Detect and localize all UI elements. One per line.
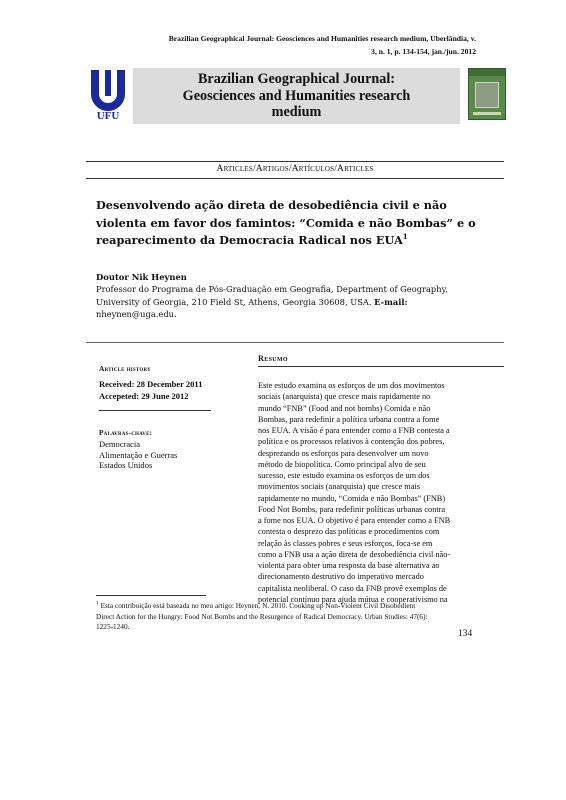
accepted-date: Accepeted: 29 June 2012 [99,390,189,401]
keywords-list [99,439,177,471]
resumo-line: a fome nos EUA. O objetivo é para entender como a FNB [258,516,451,525]
history-rule [99,410,211,411]
footnote-line1: Esta contribuição está baseada no meu artigo: Heynen, N. 2010. Cooking up Non-Violent Civil Disobedient [100,601,416,610]
resumo-line: direcionamento destrutivo do imperativo mercado [258,572,424,582]
resumo-line: Este estudo examina os esforços de um dos movimentos [258,381,445,390]
resumo-rule [258,366,504,367]
resumo-line: Bombas, para redefinir a política urbana contra a fome [258,414,440,424]
resumo-line: relação às classes pobres e seus esforços, foca-se em [258,538,433,548]
journal-masthead [133,68,460,124]
resumo-line: desprezando os esforços para desenvolver um novo [258,448,429,458]
resumo-line: sociais (anarquista) que cresce mais rapidamente no [258,392,431,402]
keyword-item: Estados Unidos [99,460,153,470]
resumo-line: método de biopolítica. Como principal alvo de seu [258,459,426,469]
resumo-line: movimentos sociais (anarquista) que cresce mais [258,482,420,492]
footnote-mark: 1 [96,600,99,607]
title-line1: Desenvolvendo ação direta de desobediência civil e não [96,198,447,212]
resumo-line: capitalista neoliberal. O caso da FNB provê exemplos de [258,583,447,593]
page-number: 134 [458,629,473,639]
resumo-text [258,380,504,605]
section-rule-bottom [86,178,504,179]
ufu-logo-text: UFU [96,110,120,122]
resumo-line: rapidamente no mundo, “Comida e não Bombas” (FNB) [258,493,446,503]
keywords-label: Palavras-chave: [99,428,153,437]
article-title [96,197,498,250]
masthead-line1: Brazilian Geographical Journal: [197,71,396,88]
keyword-item: Alimentação e Guerras [99,449,178,460]
affiliation-line2: University of Georgia, 210 Field St, Athens, Georgia 30608, USA. [96,296,372,307]
author-name: Doutor Nik Heynen [96,272,187,282]
masthead-line3: medium [271,104,322,121]
section-label: Articles/Artigos/Artículos/Articles [216,164,374,174]
running-head [96,32,476,58]
resumo-line: mundo “FNB” (Food and not bombs) Comida e não [258,403,431,413]
resumo-line: violenta para obter uma resposta da base alternativa ao [258,561,440,570]
resumo-line: nos EUA. A visão é para entender como a FNB contesta a [258,426,450,435]
journal-cover-thumbnail [468,68,506,120]
masthead-line2: Geosciences and Humanities research [182,87,411,104]
title-line3: reaparecimento da Democracia Radical nos EUA [96,233,403,247]
resumo-line: contesta o desprezo das políticas e procedimentos com [258,527,440,537]
title-line2: violenta em favor dos famintos: “Comida e não Bombas” e o [96,215,476,230]
article-history-label: Article history [99,364,151,373]
footnote-line2: Direct Action for the Hungry: Food Not Bombs and the Resurgence of Radical Democracy. Urban Studies: 47(6): [96,611,428,621]
title-footnote-mark[interactable]: 1 [402,232,408,242]
footnote-rule [96,595,206,596]
running-head-line1: Brazilian Geographical Journal: Geosciences and Humanities research medium, Uberlândia, v. [168,34,476,43]
footnote-line3: 1225-1240. [96,622,130,631]
email-label: E-mail: [374,296,408,307]
article-history [99,379,202,402]
affiliation-line1: Professor do Programa de Pós-Graduação em Geografia, Department of Geography, [96,284,448,294]
resumo-line: política e os processos relativos à contenção dos pobres, [258,437,445,447]
author-affiliation [96,283,498,321]
resumo-line: Food Not Bombs, para redefinir políticas urbanas contra [258,504,446,514]
author-email[interactable]: nheynen@uga.edu. [96,309,177,319]
section-rule-top [86,161,504,162]
resumo-line: potencial contínuo para ajuda mútua e cooperativismo na [258,594,448,604]
resumo-line: sucesso, este estudo examina os esforços de um dos [258,471,430,480]
resumo-heading: Resumo [258,354,288,363]
running-head-line2: 3, n. 1, p. 134-154, jan./jun. 2012 [371,47,476,56]
footnote [96,601,500,633]
received-date: Received: 28 December 2011 [99,379,203,389]
header-divider [86,342,504,343]
resumo-line: como a FNB usa a ação direta de desobediência civil não- [258,549,451,559]
keyword-item: Democracia [99,439,141,449]
